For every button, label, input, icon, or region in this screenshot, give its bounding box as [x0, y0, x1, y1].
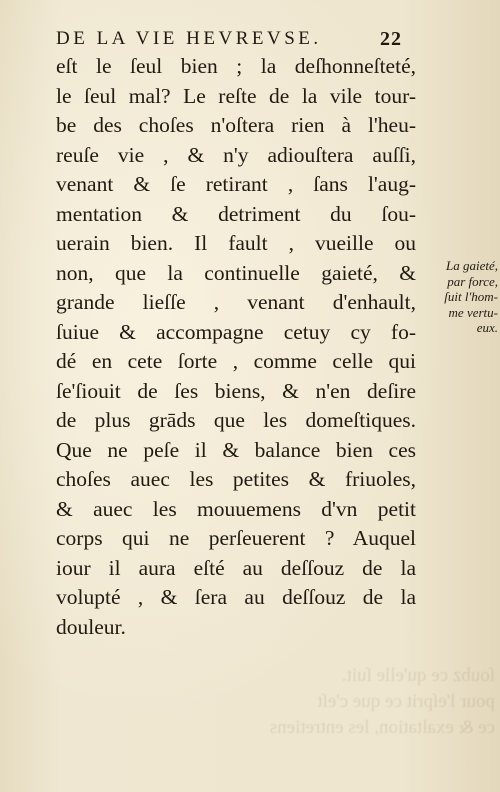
text-line: volupté , & ſera au deſſouz de la: [56, 585, 416, 609]
text-line: reuſe vie , & n'y adiouſtera auſſi,: [56, 142, 416, 167]
margin-note-line: La gaieté,: [446, 258, 498, 273]
text-line: be des choſes n'oſtera rien à l'heu-: [56, 113, 416, 137]
bleed-through-line: ſoubz ce qu'elle ſuit.: [341, 665, 495, 686]
margin-note: [408, 258, 498, 336]
text-line: non, que la continuelle gaieté, &: [56, 260, 416, 285]
bleed-through-line: ce & exaltation, les entretiens: [269, 717, 495, 738]
text-line: choſes auec les petites & friuoles,: [56, 467, 416, 491]
text-line: de plus grāds que les domeſtiques.: [56, 408, 416, 432]
text-line: ſuiue & accompagne cetuy cy fo-: [56, 319, 416, 344]
text-line: eſt le ſeul bien ; la deſhonneſteté,: [56, 54, 416, 78]
text-line: grande lieſſe , venant d'enhault,: [56, 290, 416, 314]
margin-note-line: eux.: [476, 320, 498, 335]
bleed-through-text: [260, 665, 495, 785]
margin-note-line: ſuit l'hom-: [444, 289, 498, 304]
text-line: mentation & detriment du ſou-: [56, 201, 416, 226]
text-line: venant & ſe retirant , ſans l'aug-: [56, 172, 416, 196]
text-line: douleur.: [56, 614, 126, 639]
margin-note-line: me vertu-: [448, 304, 498, 320]
text-line: uerain bien. Il fault , vueille ou: [56, 231, 416, 255]
text-line: le ſeul mal? Le reſte de la vile tour-: [56, 83, 416, 108]
page-number: 22: [380, 28, 402, 50]
margin-note-line: par force,: [447, 273, 498, 289]
text-line: iour il aura eſté au deſſouz de la: [56, 555, 416, 580]
text-line: Que ne peſe il & balance bien ces: [56, 437, 416, 462]
text-line: corps qui ne perſeuerent ? Auquel: [56, 526, 416, 550]
text-line: ſe'ſiouit de ſes biens, & n'en deſire: [56, 378, 416, 403]
body-text: [56, 52, 416, 642]
running-head: DE LA VIE HEVREVSE.: [56, 28, 322, 49]
bleed-through-line: pour l'eſprit ce que c'eſt: [317, 691, 495, 712]
text-line: dé en cete ſorte , comme celle qui: [56, 349, 416, 373]
text-line: & auec les mouuemens d'vn petit: [56, 496, 416, 521]
